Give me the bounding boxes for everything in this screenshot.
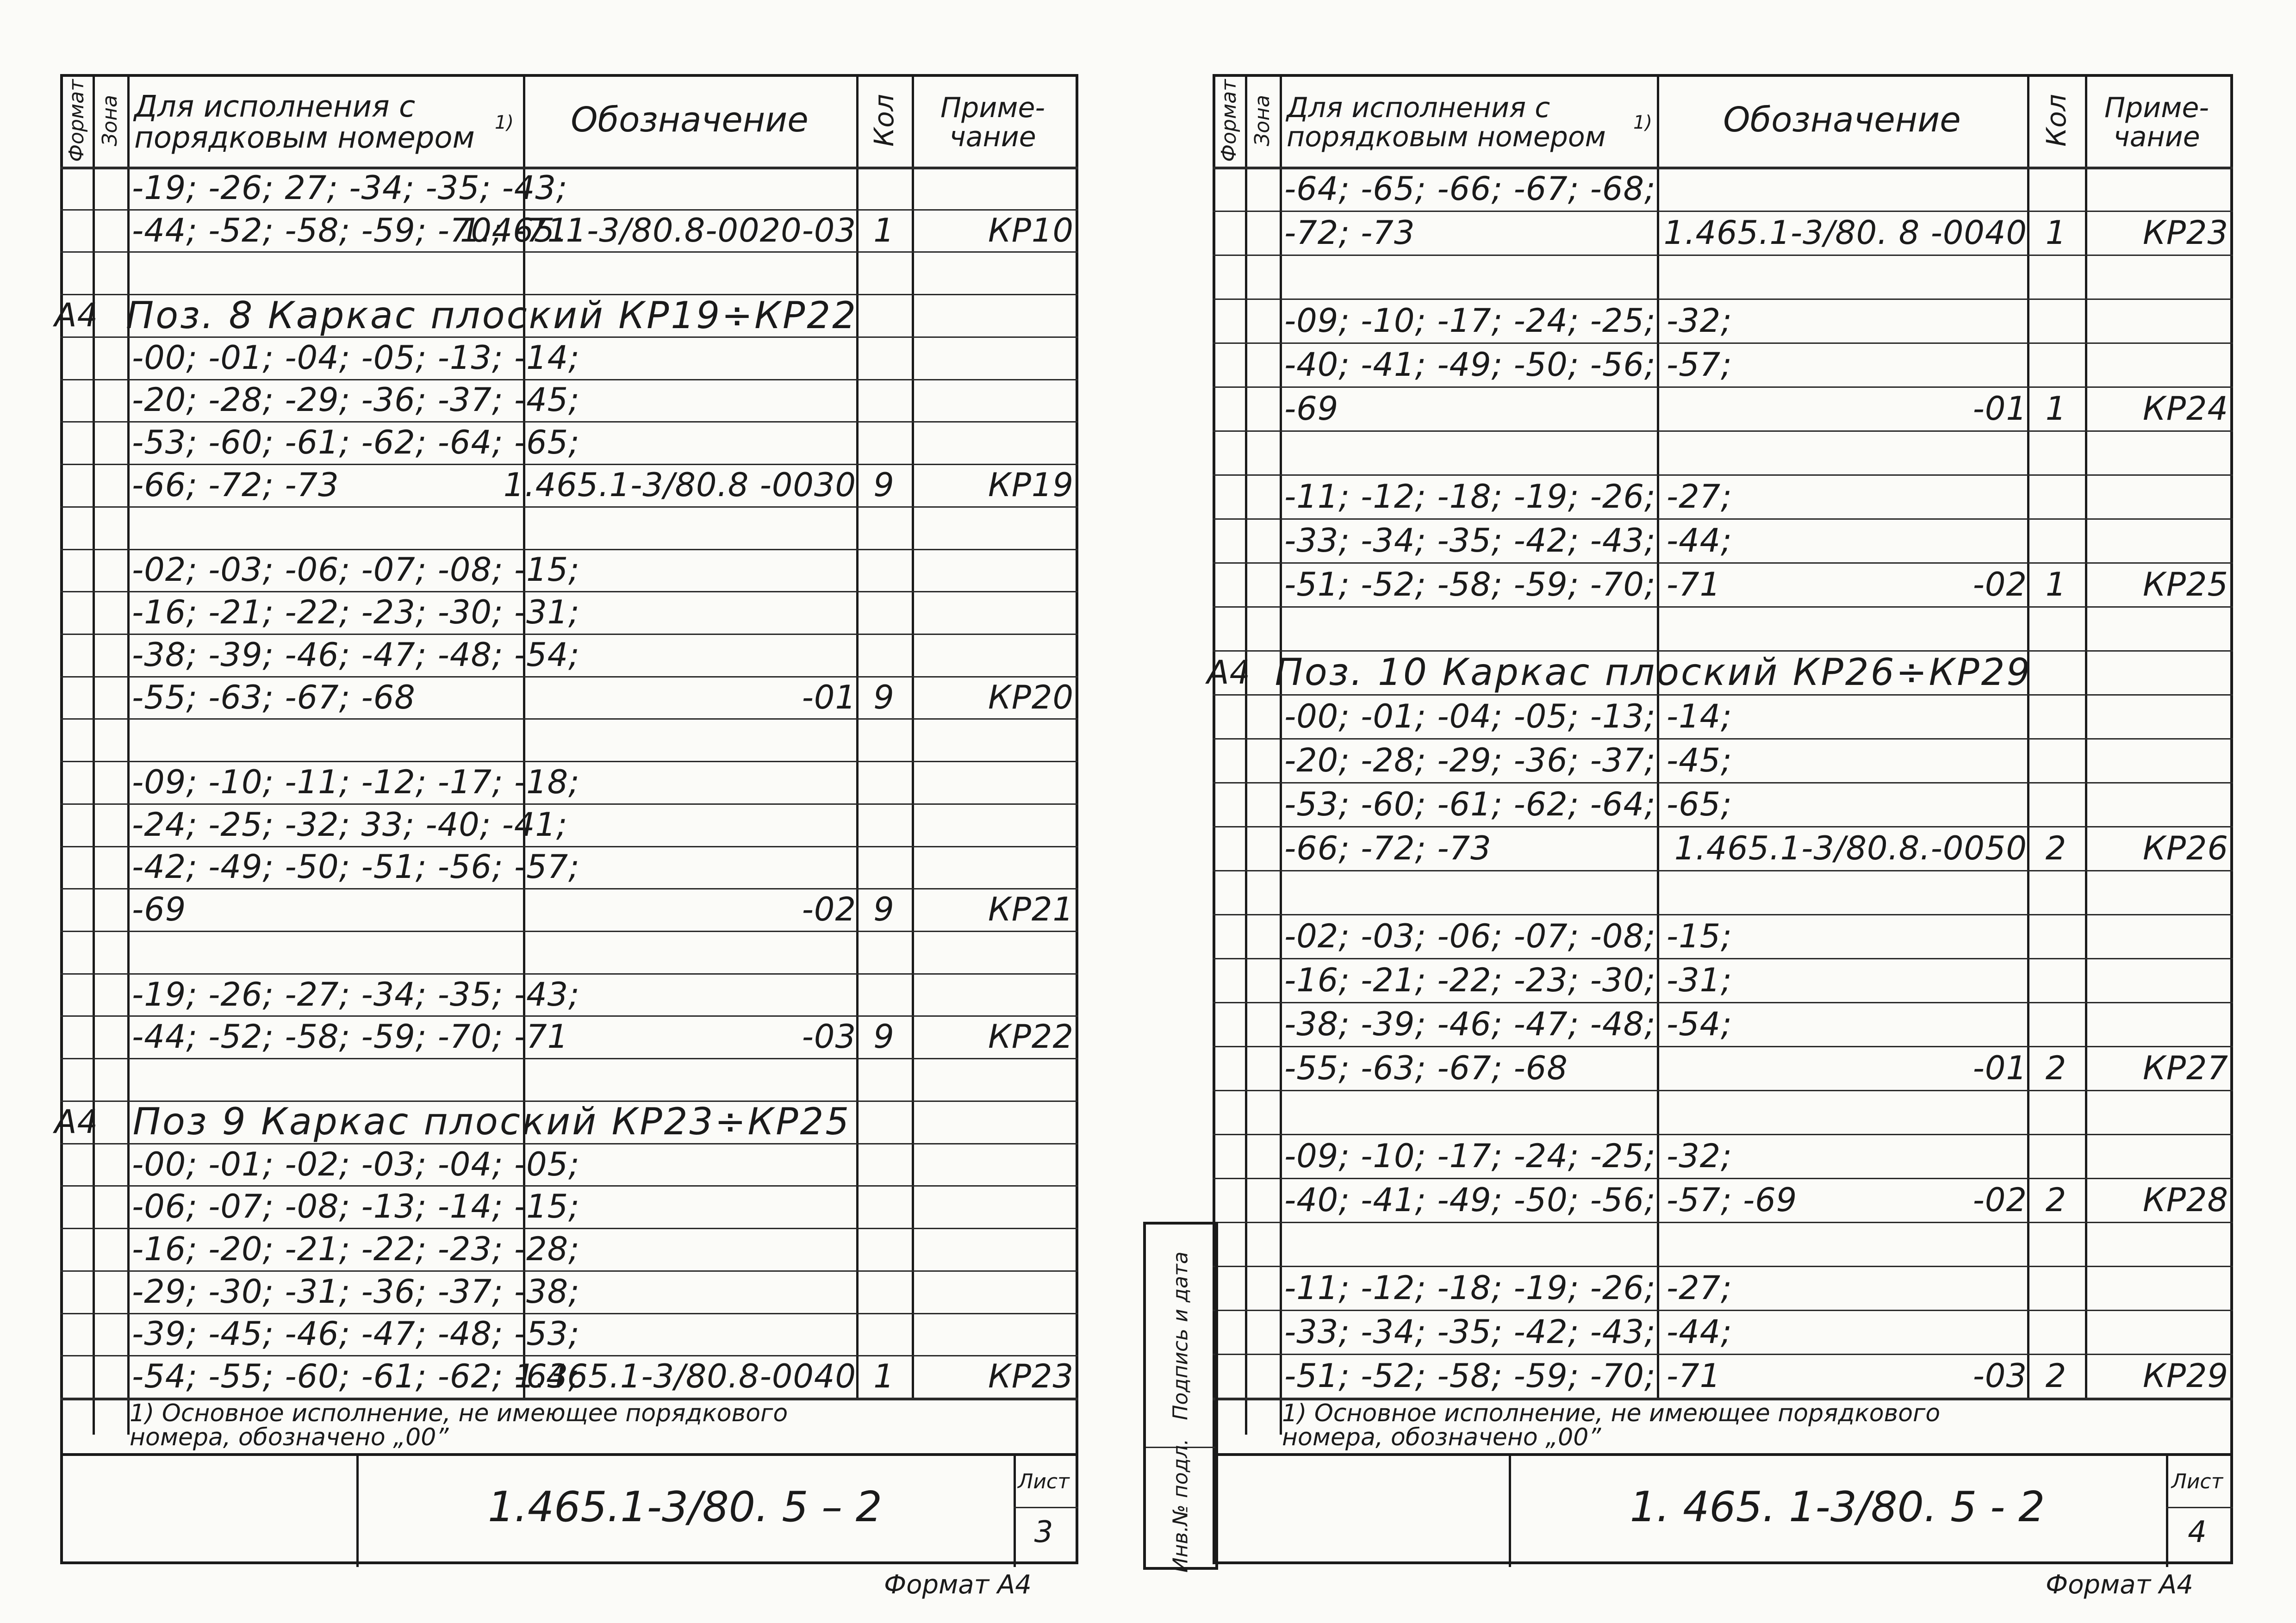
variant-cell: -42; -49; -50; -51; -56; -57;	[132, 848, 580, 886]
designation-cell: 1.465.1-3/80.8-0040	[514, 1357, 856, 1396]
variant-cell: -20; -28; -29; -36; -37; -45;	[1284, 741, 1732, 779]
sign-date-label: Подпись и дата	[1169, 1251, 1193, 1420]
footnote	[1282, 1401, 1940, 1449]
variant-cell: -29; -30; -31; -36; -37; -38;	[132, 1272, 580, 1311]
note-cell: КР22	[988, 1018, 1074, 1056]
position-title: Поз 9 Каркас плоский КР23÷КР25	[132, 1100, 851, 1144]
variant-cell: -51; -52; -58; -59; -70; -71	[1284, 565, 1721, 603]
row-rule	[1213, 606, 2233, 608]
variant-cell: -72; -73	[1284, 213, 1415, 252]
position-title: Поз. 8 Каркас плоский КР19÷КР22	[126, 293, 858, 337]
footnote-line: 1) Основное исполнение, не имеющее порядкового	[1282, 1399, 1941, 1427]
variant-cell: -51; -52; -58; -59; -70; -71	[1284, 1356, 1721, 1395]
header-format: Формат	[1217, 79, 1241, 162]
header-variant: Для исполнения с порядковым номером 1)	[1287, 92, 1652, 153]
row-rule	[1213, 1222, 2233, 1223]
note-cell: КР27	[2143, 1049, 2228, 1087]
header-qty: Кол	[868, 94, 900, 147]
qty-cell: 9	[873, 1018, 895, 1056]
header-zone: Зона	[1251, 94, 1275, 146]
document-code: 1.465.1-3/80. 5 – 2	[487, 1482, 883, 1531]
row-rule	[60, 1058, 1078, 1059]
qty-cell: 1	[2045, 213, 2067, 252]
header-format: Формат	[64, 79, 88, 162]
title-block	[60, 1453, 1078, 1564]
sheet-label: Лист	[1018, 1469, 1070, 1493]
footnote	[130, 1401, 788, 1449]
designation-cell: -02	[802, 890, 856, 929]
note-cell: КР28	[2143, 1181, 2228, 1219]
footnote-line: 1) Основное исполнение, не имеющее порядкового	[130, 1399, 788, 1427]
header-designation: Обозначение	[571, 100, 809, 140]
variant-cell: -54; -55; -60; -61; -62; -63;	[132, 1357, 580, 1396]
row-rule	[1213, 255, 2233, 256]
signature-box	[1143, 1222, 1218, 1573]
format-cell: А4	[54, 1102, 99, 1141]
note-cell: КР24	[2143, 389, 2228, 428]
sheet-right	[1207, 74, 2233, 1600]
variant-cell: -38; -39; -46; -47; -48; -54;	[132, 635, 580, 674]
designation-cell: -03	[1972, 1356, 2027, 1395]
variant-cell: -39; -45; -46; -47; -48; -53;	[132, 1315, 580, 1353]
footnote-line: номера, обозначено „00”	[1282, 1424, 1601, 1451]
variant-cell: -33; -34; -35; -42; -43; -44;	[1284, 521, 1732, 560]
designation-cell: 1.465.1-3/80.8-0020-03	[460, 211, 856, 249]
variant-cell: -11; -12; -18; -19; -26; -27;	[1284, 477, 1732, 516]
variant-cell: -20; -28; -29; -36; -37; -45;	[132, 381, 580, 419]
row-rule	[60, 506, 1078, 508]
format-cell: А4	[1207, 653, 1251, 691]
designation-cell: -01	[802, 678, 856, 716]
sheet-number: 3	[1034, 1515, 1053, 1549]
col-divider	[1245, 74, 1247, 1435]
inventory-label: Инв.№ подл.	[1169, 1438, 1193, 1573]
designation-cell: 1.465.1-3/80. 8 -0040	[1663, 213, 2027, 252]
col-divider	[93, 74, 95, 1435]
variant-cell: -44; -52; -58; -59; -70; -71	[132, 1018, 569, 1056]
designation-cell: -03	[802, 1018, 856, 1056]
title-block	[1213, 1453, 2233, 1564]
designation-cell: 1.465.1-3/80.8.-0050	[1674, 829, 2027, 867]
variant-cell: -16; -21; -22; -23; -30; -31;	[1284, 961, 1732, 999]
note-cell: КР23	[988, 1357, 1074, 1396]
footnote-line: номера, обозначено „00”	[130, 1424, 449, 1451]
row-rule	[60, 718, 1078, 720]
variant-cell: -09; -10; -11; -12; -17; -18;	[132, 763, 580, 801]
variant-cell: -53; -60; -61; -62; -64; -65;	[132, 423, 580, 462]
qty-cell: 2	[2045, 829, 2067, 867]
qty-cell: 1	[873, 211, 895, 249]
variant-cell: -53; -60; -61; -62; -64; -65;	[1284, 785, 1732, 823]
row-rule	[1213, 870, 2233, 871]
designation-cell: -01	[1972, 1049, 2027, 1087]
variant-cell: -16; -20; -21; -22; -23; -28;	[132, 1230, 580, 1268]
format-label: Формат А4	[2046, 1570, 2193, 1600]
qty-cell: 2	[2045, 1181, 2067, 1219]
qty-cell: 9	[873, 466, 895, 504]
variant-cell: -55; -63; -67; -68	[132, 678, 416, 716]
row-rule	[60, 251, 1078, 253]
variant-cell: -64; -65; -66; -67; -68;	[1284, 169, 1656, 208]
format-label: Формат А4	[884, 1570, 1032, 1600]
variant-cell: -02; -03; -06; -07; -08; -15;	[1284, 917, 1732, 955]
header-qty: Кол	[2040, 94, 2072, 147]
note-cell: КР23	[2143, 213, 2228, 252]
qty-cell: 1	[2045, 389, 2067, 428]
col-divider	[856, 74, 859, 1398]
variant-cell: -09; -10; -17; -24; -25; -32;	[1284, 301, 1732, 340]
qty-cell: 2	[2045, 1049, 2067, 1087]
variant-cell: -33; -34; -35; -42; -43; -44;	[1284, 1312, 1732, 1351]
header-designation: Обозначение	[1723, 100, 1961, 140]
header-note: Приме- чание	[2104, 92, 2209, 153]
note-cell: КР10	[988, 211, 1074, 249]
variant-cell: -40; -41; -49; -50; -56; -57; -69	[1284, 1181, 1798, 1219]
note-cell: КР26	[2143, 829, 2228, 867]
format-cell: А4	[54, 296, 99, 335]
variant-cell: -24; -25; -32; 33; -40; -41;	[132, 805, 568, 844]
row-rule	[1213, 430, 2233, 432]
variant-cell: -55; -63; -67; -68	[1284, 1049, 1568, 1087]
note-cell: КР29	[2143, 1356, 2228, 1395]
designation-cell: -01	[1972, 389, 2027, 428]
sheet-number: 4	[2188, 1515, 2207, 1549]
variant-cell: -11; -12; -18; -19; -26; -27;	[1284, 1269, 1732, 1307]
header-note: Приме- чание	[940, 92, 1045, 153]
variant-cell: -38; -39; -46; -47; -48; -54;	[1284, 1005, 1732, 1043]
variant-cell: -06; -07; -08; -13; -14; -15;	[132, 1188, 580, 1226]
variant-cell: -69	[1284, 389, 1339, 428]
note-cell: КР20	[988, 678, 1074, 716]
note-cell: КР25	[2143, 565, 2228, 603]
variant-cell: -40; -41; -49; -50; -56; -57;	[1284, 345, 1732, 384]
row-rule	[1213, 1090, 2233, 1091]
qty-cell: 9	[873, 890, 895, 929]
designation-cell: 1.465.1-3/80.8 -0030	[503, 466, 856, 504]
col-divider	[912, 74, 914, 1398]
header-zone: Зона	[98, 94, 122, 146]
variant-cell: -00; -01; -04; -05; -13; -14;	[132, 338, 580, 377]
qty-cell: 1	[873, 1357, 895, 1396]
variant-cell: -19; -26; 27; -34; -35; -43;	[132, 168, 568, 207]
position-title: Поз. 10 Каркас плоский КР26÷КР29	[1275, 651, 2032, 694]
qty-cell: 9	[873, 678, 895, 716]
variant-cell: -44; -52; -58; -59; -70; -71	[132, 211, 569, 249]
note-cell: КР19	[988, 466, 1074, 504]
designation-cell: -02	[1972, 1181, 2027, 1219]
document-code: 1. 465. 1-3/80. 5 - 2	[1630, 1482, 2045, 1531]
sheet-left	[54, 74, 1078, 1600]
header-variant: Для исполнения с порядковым номером 1)	[134, 89, 514, 155]
variant-cell: -00; -01; -04; -05; -13; -14;	[1284, 697, 1732, 735]
designation-cell: -02	[1972, 565, 2027, 603]
row-rule	[60, 931, 1078, 932]
variant-cell: -19; -26; -27; -34; -35; -43;	[132, 975, 580, 1014]
note-cell: КР21	[988, 890, 1074, 929]
variant-cell: -16; -21; -22; -23; -30; -31;	[132, 593, 580, 632]
sheet-label: Лист	[2171, 1469, 2223, 1493]
qty-cell: 2	[2045, 1356, 2067, 1395]
variant-cell: -02; -03; -06; -07; -08; -15;	[132, 551, 580, 589]
variant-cell: -00; -01; -02; -03; -04; -05;	[132, 1145, 580, 1183]
variant-cell: -66; -72; -73	[132, 466, 339, 504]
qty-cell: 1	[2045, 565, 2067, 603]
variant-cell: -69	[132, 890, 187, 929]
variant-cell: -66; -72; -73	[1284, 829, 1492, 867]
variant-cell: -09; -10; -17; -24; -25; -32;	[1284, 1137, 1732, 1175]
